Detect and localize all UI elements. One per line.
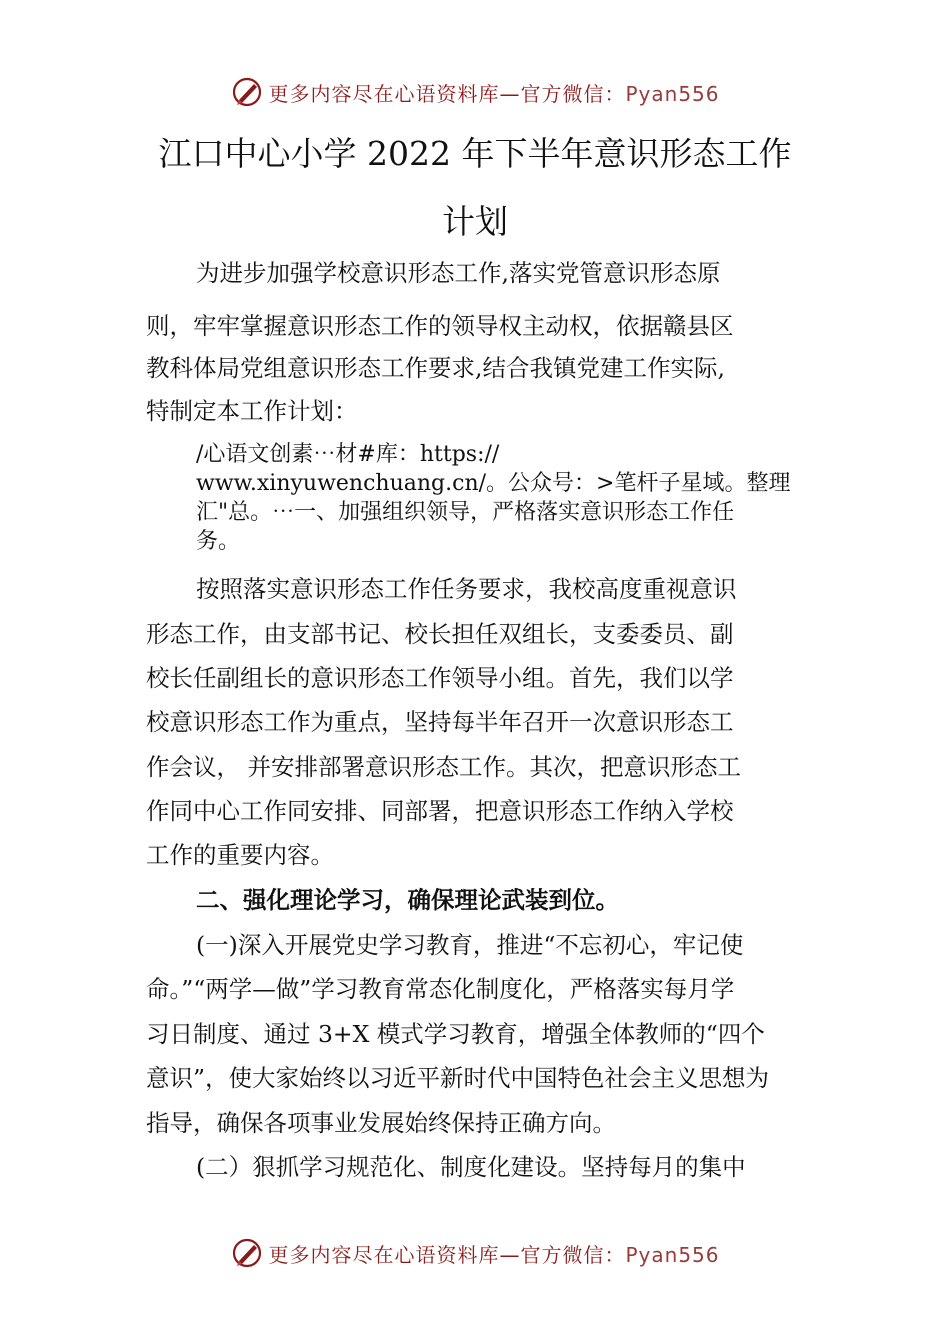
body-line: 工作的重要内容。	[146, 841, 334, 869]
body-line: 意识”，使大家始终以习近平新时代中国特色社会主义思想为	[146, 1064, 770, 1092]
body-line: 则，牢牢掌握意识形态工作的领导权主动权，依据赣县区	[146, 312, 734, 340]
body-line: 习日制度、通过 3+X 模式学习教育，增强全体教师的“四个	[146, 1020, 765, 1048]
body-line: 特制定本工作计划：	[146, 397, 358, 425]
pen-logo-icon	[230, 75, 264, 109]
source-note-line: www.xinyuwenchuang.cn/。公众号：>笔杆子星域。整理	[196, 471, 791, 496]
document-title: 江口中心小学 2022 年下半年意识形态工作	[158, 134, 792, 173]
body-line: 校长任副组长的意识形态工作领导小组。首先，我们以学	[146, 664, 734, 692]
source-note-line: /心语文创素⋯材#库：https://	[196, 442, 500, 467]
body-line: 教科体局党组意识形态工作要求,结合我镇党建工作实际,	[146, 354, 725, 382]
body-line: 按照落实意识形态工作任务要求，我校高度重视意识	[196, 575, 737, 603]
watermark-text: 更多内容尽在心语资料库—官方微信：Pyan556	[268, 81, 720, 106]
section-heading: 二、强化理论学习，确保理论武装到位。	[196, 886, 619, 914]
body-line: (一)深入开展党史学习教育，推进“不忘初心，牢记使	[196, 931, 744, 959]
body-line: 作同中心工作同安排、同部署，把意识形态工作纳入学校	[146, 797, 734, 825]
watermark-banner-top	[0, 72, 950, 112]
source-note-line: 汇"总。⋯一、加强组织领导，严格落实意识形态工作任	[196, 500, 735, 525]
watermark-banner-bottom	[0, 1233, 950, 1273]
body-line: (二）狠抓学习规范化、制度化建设。坚持每月的集中	[196, 1153, 746, 1181]
document-title-continued: 计划	[442, 202, 508, 241]
source-note-line: 务。	[196, 529, 241, 554]
body-line: 校意识形态工作为重点，坚持每半年召开一次意识形态工	[146, 708, 734, 736]
watermark-text: 更多内容尽在心语资料库—官方微信：Pyan556	[268, 1242, 720, 1267]
body-line: 指导，确保各项事业发展始终保持正确方向。	[146, 1109, 616, 1137]
body-line: 命。”“两学—做”学习教育常态化制度化，严格落实每月学	[146, 975, 735, 1003]
body-line: 形态工作，由支部书记、校长担任双组长，支委委员、副	[146, 620, 734, 648]
pen-logo-icon	[230, 1236, 264, 1270]
body-line: 为进步加强学校意识形态工作,落实党管意识形态原	[196, 259, 721, 287]
body-line: 作会议， 并安排部署意识形态工作。其次，把意识形态工	[146, 753, 741, 781]
